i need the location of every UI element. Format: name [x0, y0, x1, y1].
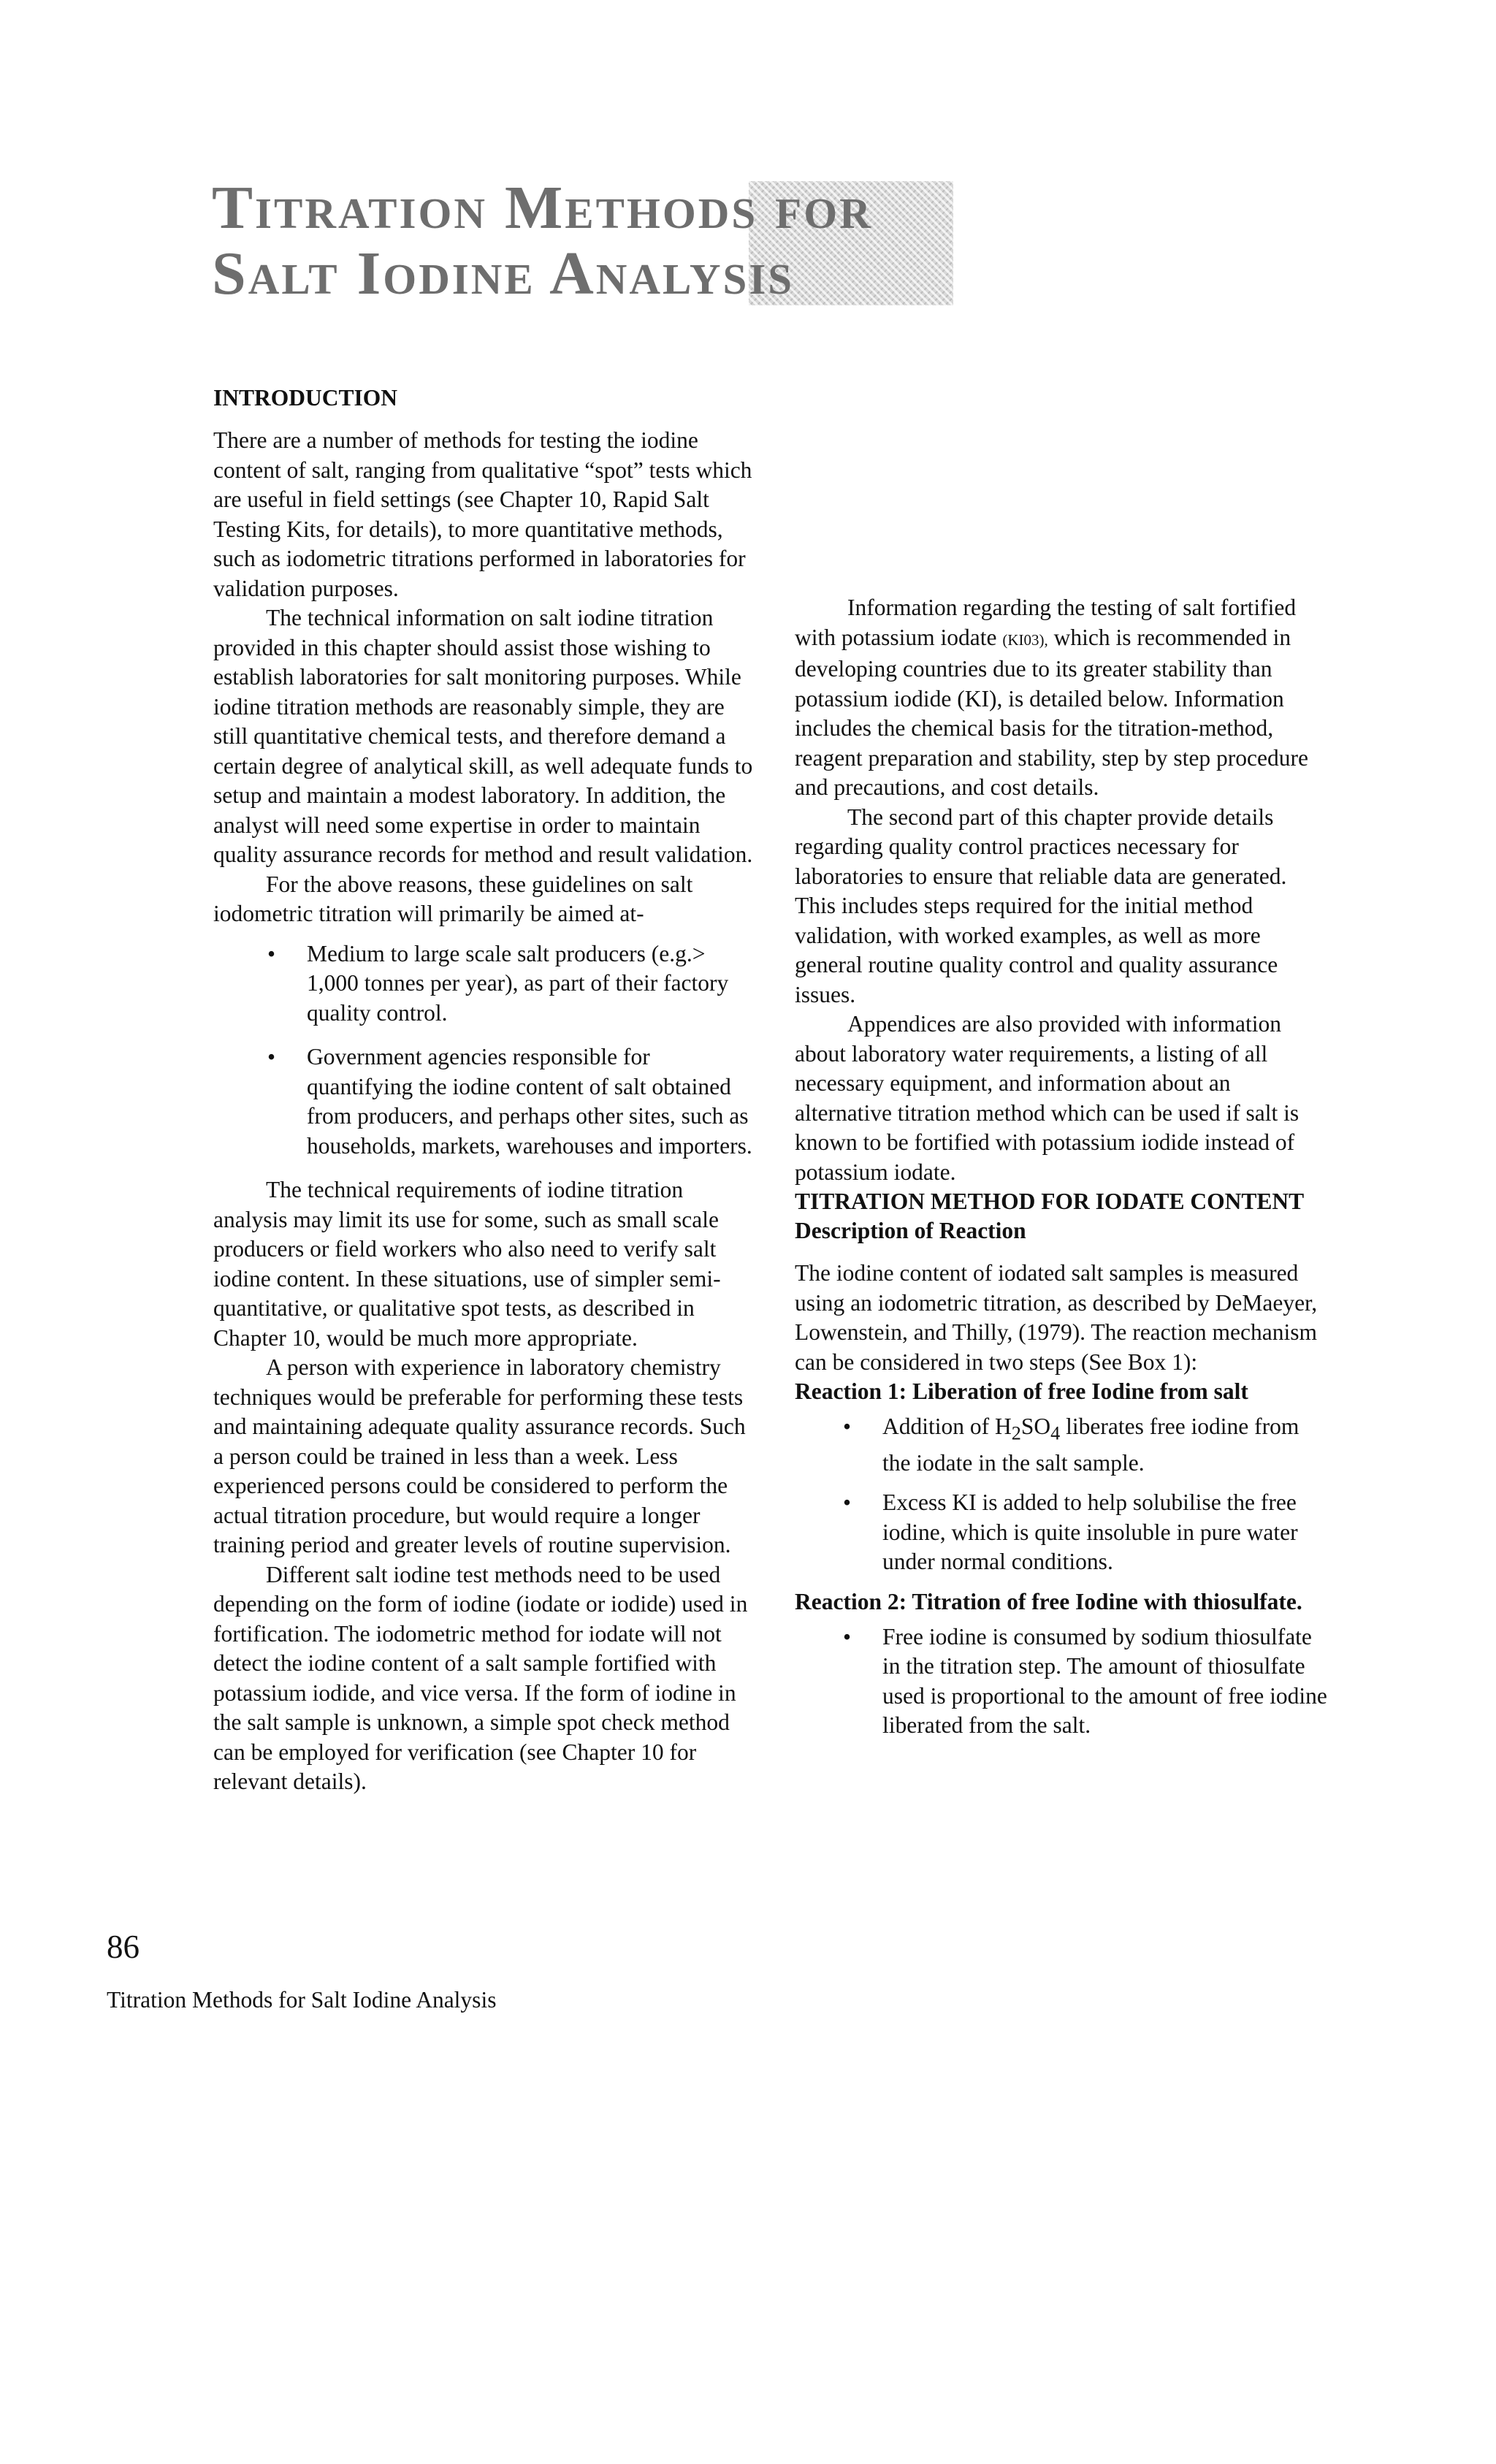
list-item: • Government agencies responsible for quantifying the iodine content of salt obtained from producers, and perhaps other sites, such as households, markets, warehouses and importers.: [213, 1042, 757, 1161]
list-item: • Addition of $H_2SO_4$ liberates free iodine from the iodate in the salt sample.: [795, 1412, 1332, 1478]
intro-paragraph-6: Different salt iodine test methods need to be used depending on the form of iodine (iodate or iodide) used in fortification. The iodometric method for iodate will not detect the iodine content of a salt sample fortified with potassium iodide, and vice versa. If the form of iodine in the salt sample is unknown, a simple spot check method can be employed for verification (see Chapter 10 for relevant details).: [213, 1561, 748, 1794]
intro-paragraph-2: The technical information on salt iodine titration provided in this chapter should assist those wishing to establish laboratories for salt monitoring purposes. While iodine titration methods are reasonably simple, they are still quantitative chemical tests, and therefore demand a certain degree of analytical skill, as well adequate funds to setup and maintain a modest laboratory. In addition, the analyst will need some expertise in order to maintain quality assurance records for method and result validation.: [213, 605, 753, 867]
chapter-title-line-2: Salt Iodine Analysis: [212, 240, 795, 308]
p1-text-before: Information regarding the testing of salt fortified with potassium iodate: [795, 595, 1297, 650]
intro-paragraph-1: There are a number of methods for testing the iodine content of salt, ranging from qualitative “spot” tests which are useful in field settings (see Chapter 10, Rapid Salt Testing Kits, for details), to more quantitative methods, such as iodometric titrations performed in laboratories for validation purposes.: [213, 427, 752, 601]
p1-text-after: which is recommended in developing countries due to its greater stability than potassium iodide (KI), is detailed below. Information includes the chemical basis for the titration-method, reagent preparation and stability, step by step procedure and precautions, and cost details.: [795, 624, 1308, 800]
potassium-iodate-paragraph: [795, 593, 1332, 803]
chapter-title-line-1: Titration Methods for: [212, 174, 873, 242]
intro-paragraph-4: The technical requirements of iodine titration analysis may limit its use for some, such as small scale producers or field workers who also need to verify salt iodine content. In these situations, use of simpler semi-quantitative, or qualitative spot tests, as described in Chapter 10, would be much more appropriate.: [213, 1177, 721, 1351]
reaction-2-heading: Reaction 2: Titration of free Iodine with thiosulfate.: [795, 1588, 1302, 1614]
appendices-paragraph: Appendices are also provided with information about laboratory water requirements, a listing of all necessary equipment, and information about an alternative titration method which can be used if salt is known to be fortified with potassium iodide instead of potassium iodate.: [795, 1011, 1300, 1185]
list-item: • Medium to large scale salt producers (e.g.> 1,000 tonnes per year), as part of their factory quality control.: [213, 939, 757, 1029]
left-column: [213, 384, 757, 1797]
list-item: • Excess KI is added to help solubilise the free iodine, which is quite insoluble in pure water under normal conditions.: [795, 1488, 1332, 1577]
list-item: • Free iodine is consumed by sodium thiosulfate in the titration step. The amount of thiosulfate used is proportional to the amount of free iodine liberated from the salt.: [795, 1622, 1332, 1741]
intro-paragraph-5: A person with experience in laboratory chemistry techniques would be preferable for performing these tests and maintaining adequate quality assurance records. Such a person could be trained in less than a week. Less experienced persons could be considered to perform the actual titration procedure, but would require a longer training period and greater levels of routine supervision.: [213, 1354, 746, 1557]
description-of-reaction-heading: Description of Reaction: [795, 1218, 1026, 1243]
iodate-method-heading: TITRATION METHOD FOR IODATE CONTENT: [795, 1189, 1305, 1214]
page-number: 86: [107, 1929, 140, 1965]
running-footer: Titration Methods for Salt Iodine Analysis: [107, 1987, 497, 2013]
reaction-description-paragraph: The iodine content of iodated salt samples is measured using an iodometric titration, as described by DeMaeyer, Lowenstein, and Thilly, (1979). The reaction mechanism can be considered in two steps (See Box 1):: [795, 1260, 1318, 1375]
kio3-formula: (KI03),: [1002, 630, 1048, 649]
reaction-1-heading: Reaction 1: Liberation of free Iodine from salt: [795, 1378, 1248, 1404]
chapter-title: [212, 175, 942, 314]
right-column: [795, 593, 1332, 1751]
reaction-2-list: [795, 1622, 1332, 1741]
audience-list: [213, 939, 757, 1162]
reaction-1-list: [795, 1412, 1332, 1577]
quality-control-paragraph: The second part of this chapter provide details regarding quality control practices necessary for laboratories to ensure that reliable data are generated. This includes steps required for the initial method validation, with worked examples, as well as more general routine quality control and quality assurance issues.: [795, 804, 1287, 1007]
intro-paragraph-3: For the above reasons, these guidelines on salt iodometric titration will primarily be aimed at-: [213, 871, 693, 926]
introduction-heading: INTRODUCTION: [213, 385, 398, 411]
